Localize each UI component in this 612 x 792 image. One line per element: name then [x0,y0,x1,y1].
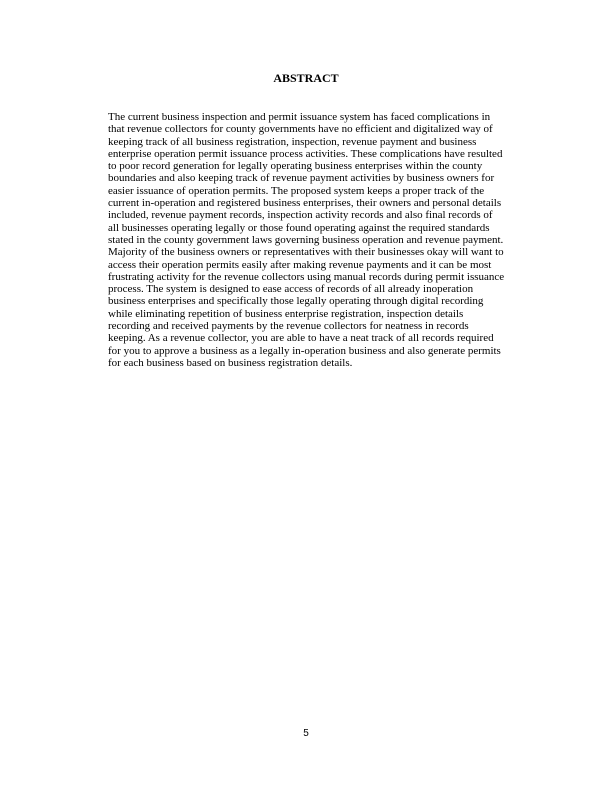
abstract-line: for each business based on business registration details. [108,356,353,369]
abstract-line: business enterprises and specifically those legally operating through digital recording [108,295,484,308]
abstract-line: access their operation permits easily after making revenue payments and it can be most [108,258,492,271]
abstract-line: keeping. As a revenue collector, you are able to have a neat track of all records required [108,332,494,345]
abstract-line: keeping track of all business registration, inspection, revenue payment and business [108,135,477,148]
abstract-line: boundaries and also keeping track of revenue payment activities by business owners for [108,172,495,185]
abstract-line: recording and received payments by the revenue collectors for neatness in records [108,320,469,333]
abstract-line: easier issuance of operation permits. The proposed system keeps a proper track of the [108,184,485,197]
abstract-paragraph [108,111,548,369]
abstract-line: that revenue collectors for county governments have no efficient and digitalized way of [108,123,493,136]
abstract-heading: ABSTRACT [273,71,339,85]
abstract-line: while eliminating repetition of business enterprise registration, inspection details [108,307,464,320]
abstract-line: process. The system is designed to ease access of records of all already inoperation [108,283,474,296]
page-number: 5 [303,728,309,739]
abstract-line: all businesses operating legally or those found operating against the required standards [108,221,490,234]
abstract-line: Majority of the business owners or representatives with their businesses okay will want to [108,246,504,259]
abstract-line: enterprise operation permit issuance process activities. These complications have resulted [108,147,503,160]
abstract-line: current in-operation and registered business enterprises, their owners and personal details [108,197,502,210]
abstract-line: for you to approve a business as a legally in-operation business and also generate permits [108,344,501,357]
abstract-line: stated in the county government laws governing business operation and revenue payment. [108,233,504,246]
abstract-line: The current business inspection and permit issuance system has faced complications in [108,111,491,123]
abstract-line: to poor record generation for legally operating business enterprises within the county [108,160,483,173]
abstract-line: included, revenue payment records, inspection activity records and also final records of [108,209,493,222]
abstract-line: frustrating activity for the revenue collectors using manual records during permit issuance [108,270,505,283]
